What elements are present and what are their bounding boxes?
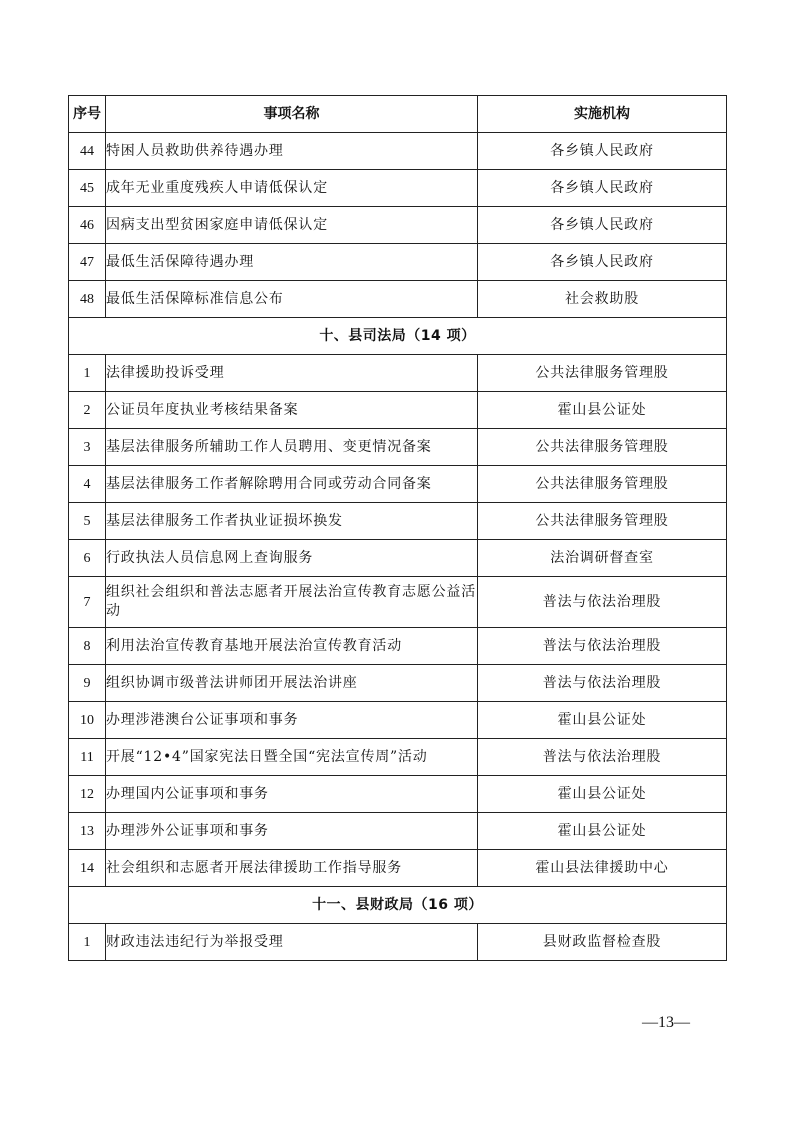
row-agency: 普法与依法治理股	[478, 577, 727, 628]
row-item-name: 法律援助投诉受理	[106, 355, 478, 392]
row-agency: 普法与依法治理股	[478, 739, 727, 776]
row-agency: 社会救助股	[478, 281, 727, 318]
section-title: 十一、县财政局（16 项）	[69, 887, 727, 924]
row-item-name: 组织社会组织和普法志愿者开展法治宣传教育志愿公益活动	[106, 577, 478, 628]
row-number: 12	[69, 776, 106, 813]
row-number: 46	[69, 207, 106, 244]
row-number: 11	[69, 739, 106, 776]
page-number: —13—	[642, 1014, 690, 1031]
row-number: 14	[69, 850, 106, 887]
section-header-justice-bureau	[69, 318, 727, 355]
row-item-name: 组织协调市级普法讲师团开展法治讲座	[106, 665, 478, 702]
row-agency: 霍山县公证处	[478, 392, 727, 429]
row-number: 45	[69, 170, 106, 207]
row-number: 13	[69, 813, 106, 850]
table-row	[69, 739, 727, 776]
row-number: 2	[69, 392, 106, 429]
row-number: 6	[69, 540, 106, 577]
table-row	[69, 466, 727, 503]
row-number: 8	[69, 628, 106, 665]
table-row	[69, 665, 727, 702]
header-serial-number: 序号	[69, 96, 106, 133]
row-agency: 各乡镇人民政府	[478, 244, 727, 281]
row-agency: 县财政监督检查股	[478, 924, 727, 961]
row-item-name: 利用法治宣传教育基地开展法治宣传教育活动	[106, 628, 478, 665]
row-item-name: 开展“12•4”国家宪法日暨全国“宪法宣传周”活动	[106, 739, 478, 776]
row-number: 9	[69, 665, 106, 702]
row-number: 7	[69, 577, 106, 628]
table-row	[69, 392, 727, 429]
row-item-name: 基层法律服务工作者解除聘用合同或劳动合同备案	[106, 466, 478, 503]
row-agency: 霍山县公证处	[478, 702, 727, 739]
row-number: 3	[69, 429, 106, 466]
row-item-name: 行政执法人员信息网上查询服务	[106, 540, 478, 577]
header-implementing-agency: 实施机构	[478, 96, 727, 133]
row-item-name: 最低生活保障标准信息公布	[106, 281, 478, 318]
section-title: 十、县司法局（14 项）	[69, 318, 727, 355]
row-agency: 普法与依法治理股	[478, 628, 727, 665]
row-agency: 公共法律服务管理股	[478, 355, 727, 392]
row-item-name: 特困人员救助供养待遇办理	[106, 133, 478, 170]
row-number: 1	[69, 924, 106, 961]
row-agency: 普法与依法治理股	[478, 665, 727, 702]
header-item-name: 事项名称	[106, 96, 478, 133]
row-agency: 法治调研督查室	[478, 540, 727, 577]
table-row	[69, 813, 727, 850]
table-row	[69, 207, 727, 244]
table-row	[69, 355, 727, 392]
row-item-name: 成年无业重度残疾人申请低保认定	[106, 170, 478, 207]
row-agency: 公共法律服务管理股	[478, 503, 727, 540]
row-number: 47	[69, 244, 106, 281]
row-item-name: 基层法律服务所辅助工作人员聘用、变更情况备案	[106, 429, 478, 466]
table-header-row	[69, 96, 727, 133]
table-row	[69, 281, 727, 318]
row-item-name: 因病支出型贫困家庭申请低保认定	[106, 207, 478, 244]
row-number: 48	[69, 281, 106, 318]
table-row	[69, 702, 727, 739]
row-item-name: 办理涉港澳台公证事项和事务	[106, 702, 478, 739]
row-item-name: 办理涉外公证事项和事务	[106, 813, 478, 850]
row-number: 1	[69, 355, 106, 392]
table-row	[69, 628, 727, 665]
table-row	[69, 850, 727, 887]
row-agency: 各乡镇人民政府	[478, 170, 727, 207]
row-item-name: 公证员年度执业考核结果备案	[106, 392, 478, 429]
table-row	[69, 540, 727, 577]
row-item-name: 最低生活保障待遇办理	[106, 244, 478, 281]
table-row	[69, 244, 727, 281]
row-agency: 公共法律服务管理股	[478, 429, 727, 466]
service-items-table	[68, 95, 727, 961]
table-row	[69, 170, 727, 207]
row-agency: 各乡镇人民政府	[478, 207, 727, 244]
table-row	[69, 924, 727, 961]
table-row	[69, 577, 727, 628]
row-item-name: 财政违法违纪行为举报受理	[106, 924, 478, 961]
table-row	[69, 429, 727, 466]
row-number: 5	[69, 503, 106, 540]
row-item-name: 办理国内公证事项和事务	[106, 776, 478, 813]
row-agency: 各乡镇人民政府	[478, 133, 727, 170]
row-number: 10	[69, 702, 106, 739]
table-row	[69, 133, 727, 170]
table-row	[69, 503, 727, 540]
section-header-finance-bureau	[69, 887, 727, 924]
row-agency: 霍山县公证处	[478, 813, 727, 850]
row-agency: 霍山县公证处	[478, 776, 727, 813]
row-agency: 霍山县法律援助中心	[478, 850, 727, 887]
row-item-name: 社会组织和志愿者开展法律援助工作指导服务	[106, 850, 478, 887]
row-number: 44	[69, 133, 106, 170]
table-row	[69, 776, 727, 813]
row-item-name: 基层法律服务工作者执业证损坏换发	[106, 503, 478, 540]
row-agency: 公共法律服务管理股	[478, 466, 727, 503]
row-number: 4	[69, 466, 106, 503]
